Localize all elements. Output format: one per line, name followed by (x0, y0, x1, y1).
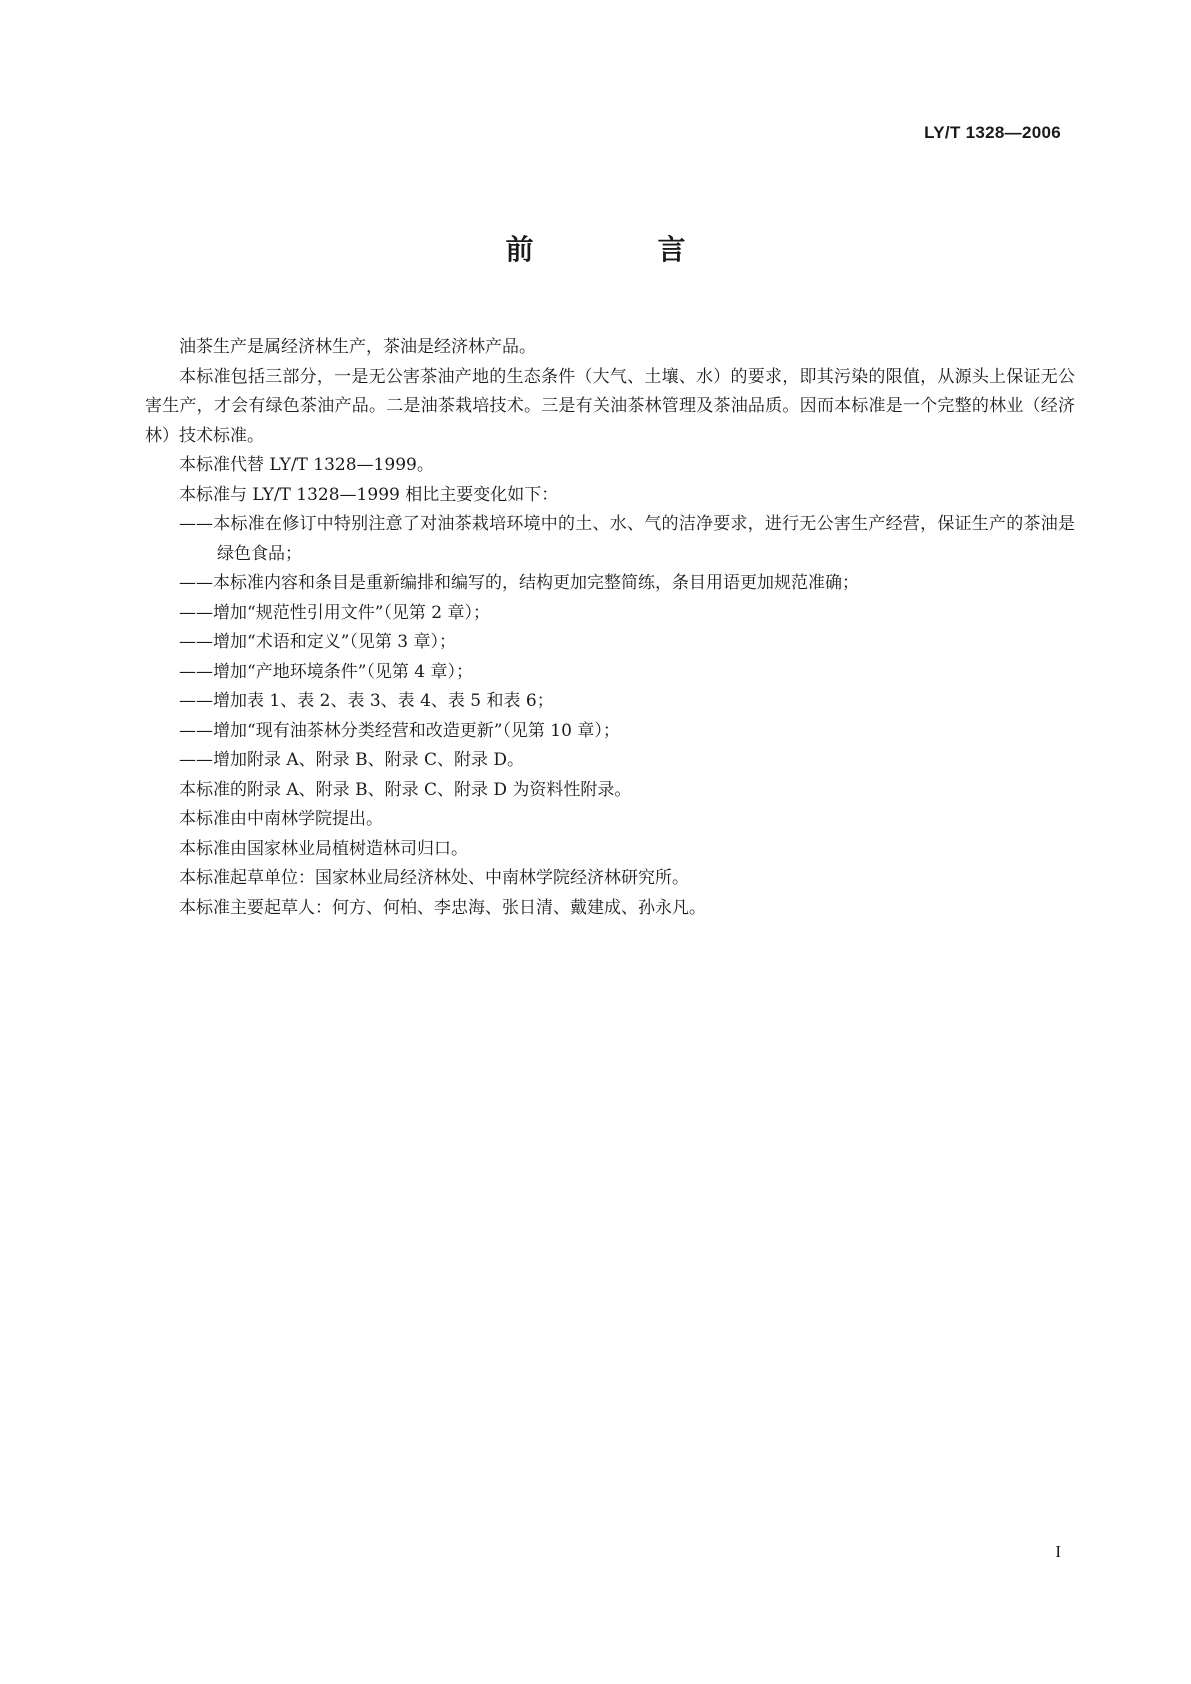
change-item: ——增加“产地环境条件”（见第 4 章）； (179, 661, 474, 682)
change-item: ——本标准内容和条目是重新编排和编写的，结构更加完整简练，条目用语更加规范准确； (179, 573, 859, 593)
paragraph: 本标准主要起草人：何方、何柏、李忠海、张日清、戴建成、孙永凡。 (179, 897, 706, 918)
change-item: ——增加“术语和定义”（见第 3 章）； (179, 632, 457, 652)
page-number: I (1055, 1542, 1061, 1561)
paragraph: 本标准由中南林学院提出。 (179, 809, 383, 829)
paragraph: 油茶生产是属经济林生产，茶油是经济林产品。 (179, 337, 536, 357)
change-item: ——增加附录 A、附录 B、附录 C、附录 D。 (179, 750, 525, 770)
paragraph: 本标准由国家林业局植树造林司归口。 (179, 838, 468, 859)
paragraph: 本标准与 LY/T 1328—1999 相比主要变化如下： (179, 484, 559, 505)
change-item: ——本标准在修订中特别注意了对油茶栽培环境中的土、水、气的洁净要求，进行无公害生产经营，保证生产的茶油是绿色食品； (179, 514, 1075, 564)
standard-code: LY/T 1328—2006 (924, 123, 1061, 142)
change-item: ——增加表 1、表 2、表 3、表 4、表 5 和表 6； (179, 691, 554, 711)
paragraph: 本标准代替 LY/T 1328—1999。 (179, 455, 434, 475)
change-item: ——增加“规范性引用文件”（见第 2 章）； (179, 602, 491, 623)
paragraph: 本标准包括三部分，一是无公害茶油产地的生态条件（大气、土壤、水）的要求，即其污染的限值，从源头上保证无公害生产，才会有绿色茶油产品。二是油茶栽培技术。三是有关油茶林管理及茶油品质。因而本标准是一个完整的林业（经济林）技术标准。 (145, 366, 1075, 446)
document-body (145, 333, 1075, 923)
change-item: ——增加“现有油茶林分类经营和改造更新”（见第 10 章）； (179, 720, 620, 741)
page-title: 前 言 (505, 233, 734, 266)
paragraph: 本标准的附录 A、附录 B、附录 C、附录 D 为资料性附录。 (179, 779, 632, 800)
paragraph: 本标准起草单位：国家林业局经济林处、中南林学院经济林研究所。 (179, 868, 689, 888)
